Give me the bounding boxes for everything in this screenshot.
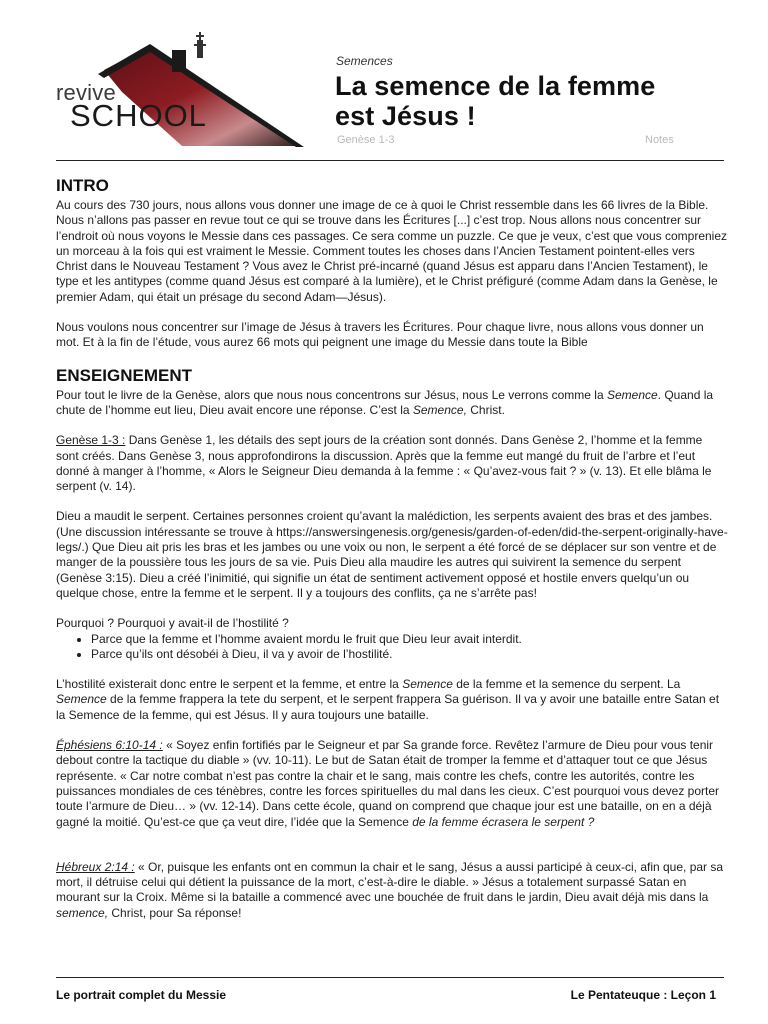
emphasis-semence: Semence bbox=[606, 387, 658, 402]
text-run: Dans Genèse 1, les détails des sept jours de la création sont donnés. Dans Genèse 2, l’homme et la femme sont créés. Dans Genèse 3, nous approfondirons la discussion. Après que la femme eut mangé du fruit de l’arbre et l’eut donné à manger à l’homme, « Alors le Seigneur Dieu demanda à la femme : « Qu’avez-vous fait ? » (v. 13). Et elle blâma le serpent (v. 14). bbox=[56, 433, 712, 494]
logo-revive-text: revive bbox=[56, 80, 116, 105]
scripture-ref-hebreux: Hébreux 2:14 : bbox=[56, 859, 135, 874]
footer-course-title: Le portrait complet du Messie bbox=[56, 988, 227, 1002]
scripture-reference: Genèse 1-3 bbox=[337, 134, 395, 146]
intro-paragraph-1: Au cours des 730 jours, nous allons vous donner une image de ce à quoi le Christ ressemble dans les 66 livres de la Bible. Nous n’allons pas passer en revue tout ce qui se trouve dans les Écritures [...] c’est trop. Nous allons nous concentrer sur l’endroit où nous voyons le Messie dans ces passages. Ce sera comme un puzzle. Ce que je veux, c’est que vous compreniez un morceau à la fois qui est vraiment le Messie. Comment toutes les choses dans l’Ancien Testament pointent-elles vers Christ dans le Nouveau Testament ? Vous avez le Christ pré-incarné (quand Jésus est apparu dans l’Ancien Testament), le type et les antitypes (comme quand Jésus est comparé à la lumière), et le Christ préfiguré (comme Adam dans la Genèse, le premier Adam, qui était un présage du second Adam—Jésus). bbox=[56, 198, 728, 304]
teaching-paragraph-6 bbox=[56, 860, 728, 921]
lesson-content bbox=[56, 172, 728, 936]
emphasis-crush-serpent: de la femme écrasera le serpent ? bbox=[412, 814, 595, 829]
text-run: . Quand la chute de l’homme eut lieu, Dieu avait encore une réponse. C’est la bbox=[56, 387, 714, 417]
page-title bbox=[335, 71, 655, 131]
title-line-2: est Jésus ! bbox=[335, 101, 476, 131]
hostility-bullet-list bbox=[56, 632, 728, 663]
text-run: « Soyez enfin fortifiés par le Seigneur et par Sa grande force. Revêtez l’armure de Dieu pour vous tenir debout contre la tactique du diable » (vv. 10-11). Le but de Satan était de tromper la femme et d’attaquer tout ce que Jésus représente. « Car notre combat n’est pas contre la chair et le sang, mais contre les chefs, contre les autorités, contre les puissances mondiales de ces ténèbres, contre les forces spirituelles du mal dans les cieux. C’est pourquoi vous devez porter toute l’armure de Dieu… » (vv. 12-14). Dans cette école, quand on comprend que chaque jour est une bataille, on en a déjà gagné la moitié. Qu’est-ce que ça veut dire, l’idée que la Semence bbox=[56, 738, 720, 829]
intro-paragraph-2: Nous voulons nous concentrer sur l’image de Jésus à travers les Écritures. Pour chaque livre, nous allons vous donner un mot. Et à la fin de l’étude, vous aurez 66 mots qui peignent une image du Messie dans toute la Bible bbox=[56, 320, 704, 350]
text-run: Pour tout le livre de la Genèse, alors que nous nous concentrons sur Jésus, nous Le verrons comme la bbox=[56, 387, 607, 402]
teaching-paragraph-2 bbox=[56, 433, 728, 494]
footer-divider bbox=[56, 977, 724, 978]
text-run: Christ. bbox=[466, 402, 505, 417]
teaching-paragraph-5 bbox=[56, 738, 728, 830]
list-item: • Parce qu’ils ont désobéi à Dieu, il va y avoir de l’hostilité. bbox=[91, 647, 728, 662]
emphasis-semence: semence, bbox=[56, 905, 109, 920]
header-divider bbox=[56, 160, 724, 161]
teaching-paragraph-3: Dieu a maudit le serpent. Certaines personnes croient qu’avant la malédiction, les serpents avaient des bras et des jambes. (Une discussion intéressante se trouve à https://answersingenesis.org/genesis/garden-of-eden/did-the-serpent-originally-have-legs/.) Que Dieu ait pris les bras et les jambes ou une voix ou non, le serpent a été forcé de se déplacer sur son ventre et de manger de la poussière tous les jours de sa vie. Puis Dieu alla maudire les autres qui suivirent la semence du serpent (Genèse 3:15). Dieu a créé l’inimitié, qui signifie un état de sentiment activement opposé et hostile envers quelqu’un ou quelque chose, entre la femme et le serpent. Il y a toujours des conflits, ça ne s’arrête pas! bbox=[56, 509, 728, 600]
series-label: Semences bbox=[336, 54, 393, 68]
footer-lesson-label: Le Pentateuque : Leçon 1 bbox=[570, 988, 716, 1002]
intro-heading: INTRO bbox=[56, 176, 109, 195]
text-run: « Or, puisque les enfants ont en commun la chair et le sang, Jésus a aussi participé à ceux-ci, afin que, par sa mort, il détruise celui qui détient la puissance de la mort, c’est-à-dire le diable. » Jésus a totalement surpassé Satan en mourant sur la Croix. Même si la bataille a commencé avec une bouchée de fruit dans le jardin, Dieu avait déjà mis dans la bbox=[56, 859, 724, 905]
teaching-heading: ENSEIGNEMENT bbox=[56, 365, 193, 385]
logo-school-text: SCHOOL bbox=[70, 98, 207, 133]
teaching-paragraph-1 bbox=[56, 388, 728, 419]
scripture-ref-genese: Genèse 1-3 : bbox=[56, 433, 126, 448]
notes-label: Notes bbox=[645, 134, 674, 146]
emphasis-semence: Semence bbox=[402, 677, 453, 692]
scripture-ref-ephesiens: Éphésiens 6:10-14 : bbox=[56, 738, 163, 753]
text-run: de la femme frappera la tete du serpent, et le serpent frappera Sa guérison. Il va y avoir une bataille entre Satan et la Semence de la femme, qui est Jésus. Il y aura toujours une bataille. bbox=[56, 692, 720, 722]
text-run: L’hostilité existerait donc entre le serpent et la femme, et entre la bbox=[56, 677, 403, 692]
teaching-paragraph-4 bbox=[56, 677, 728, 723]
revive-school-logo bbox=[52, 30, 304, 148]
text-run: Christ, pour Sa réponse! bbox=[108, 905, 242, 920]
emphasis-semence: Semence, bbox=[412, 402, 467, 417]
hostility-question: Pourquoi ? Pourquoi y avait-il de l’hostilité ? bbox=[56, 616, 289, 631]
emphasis-semence: Semence bbox=[56, 692, 107, 707]
text-run: de la femme et la semence du serpent. La bbox=[452, 677, 681, 692]
title-line-1: La semence de la femme bbox=[335, 71, 656, 101]
list-item: • Parce que la femme et l’homme avaient mordu le fruit que Dieu leur avait interdit. bbox=[91, 632, 728, 647]
